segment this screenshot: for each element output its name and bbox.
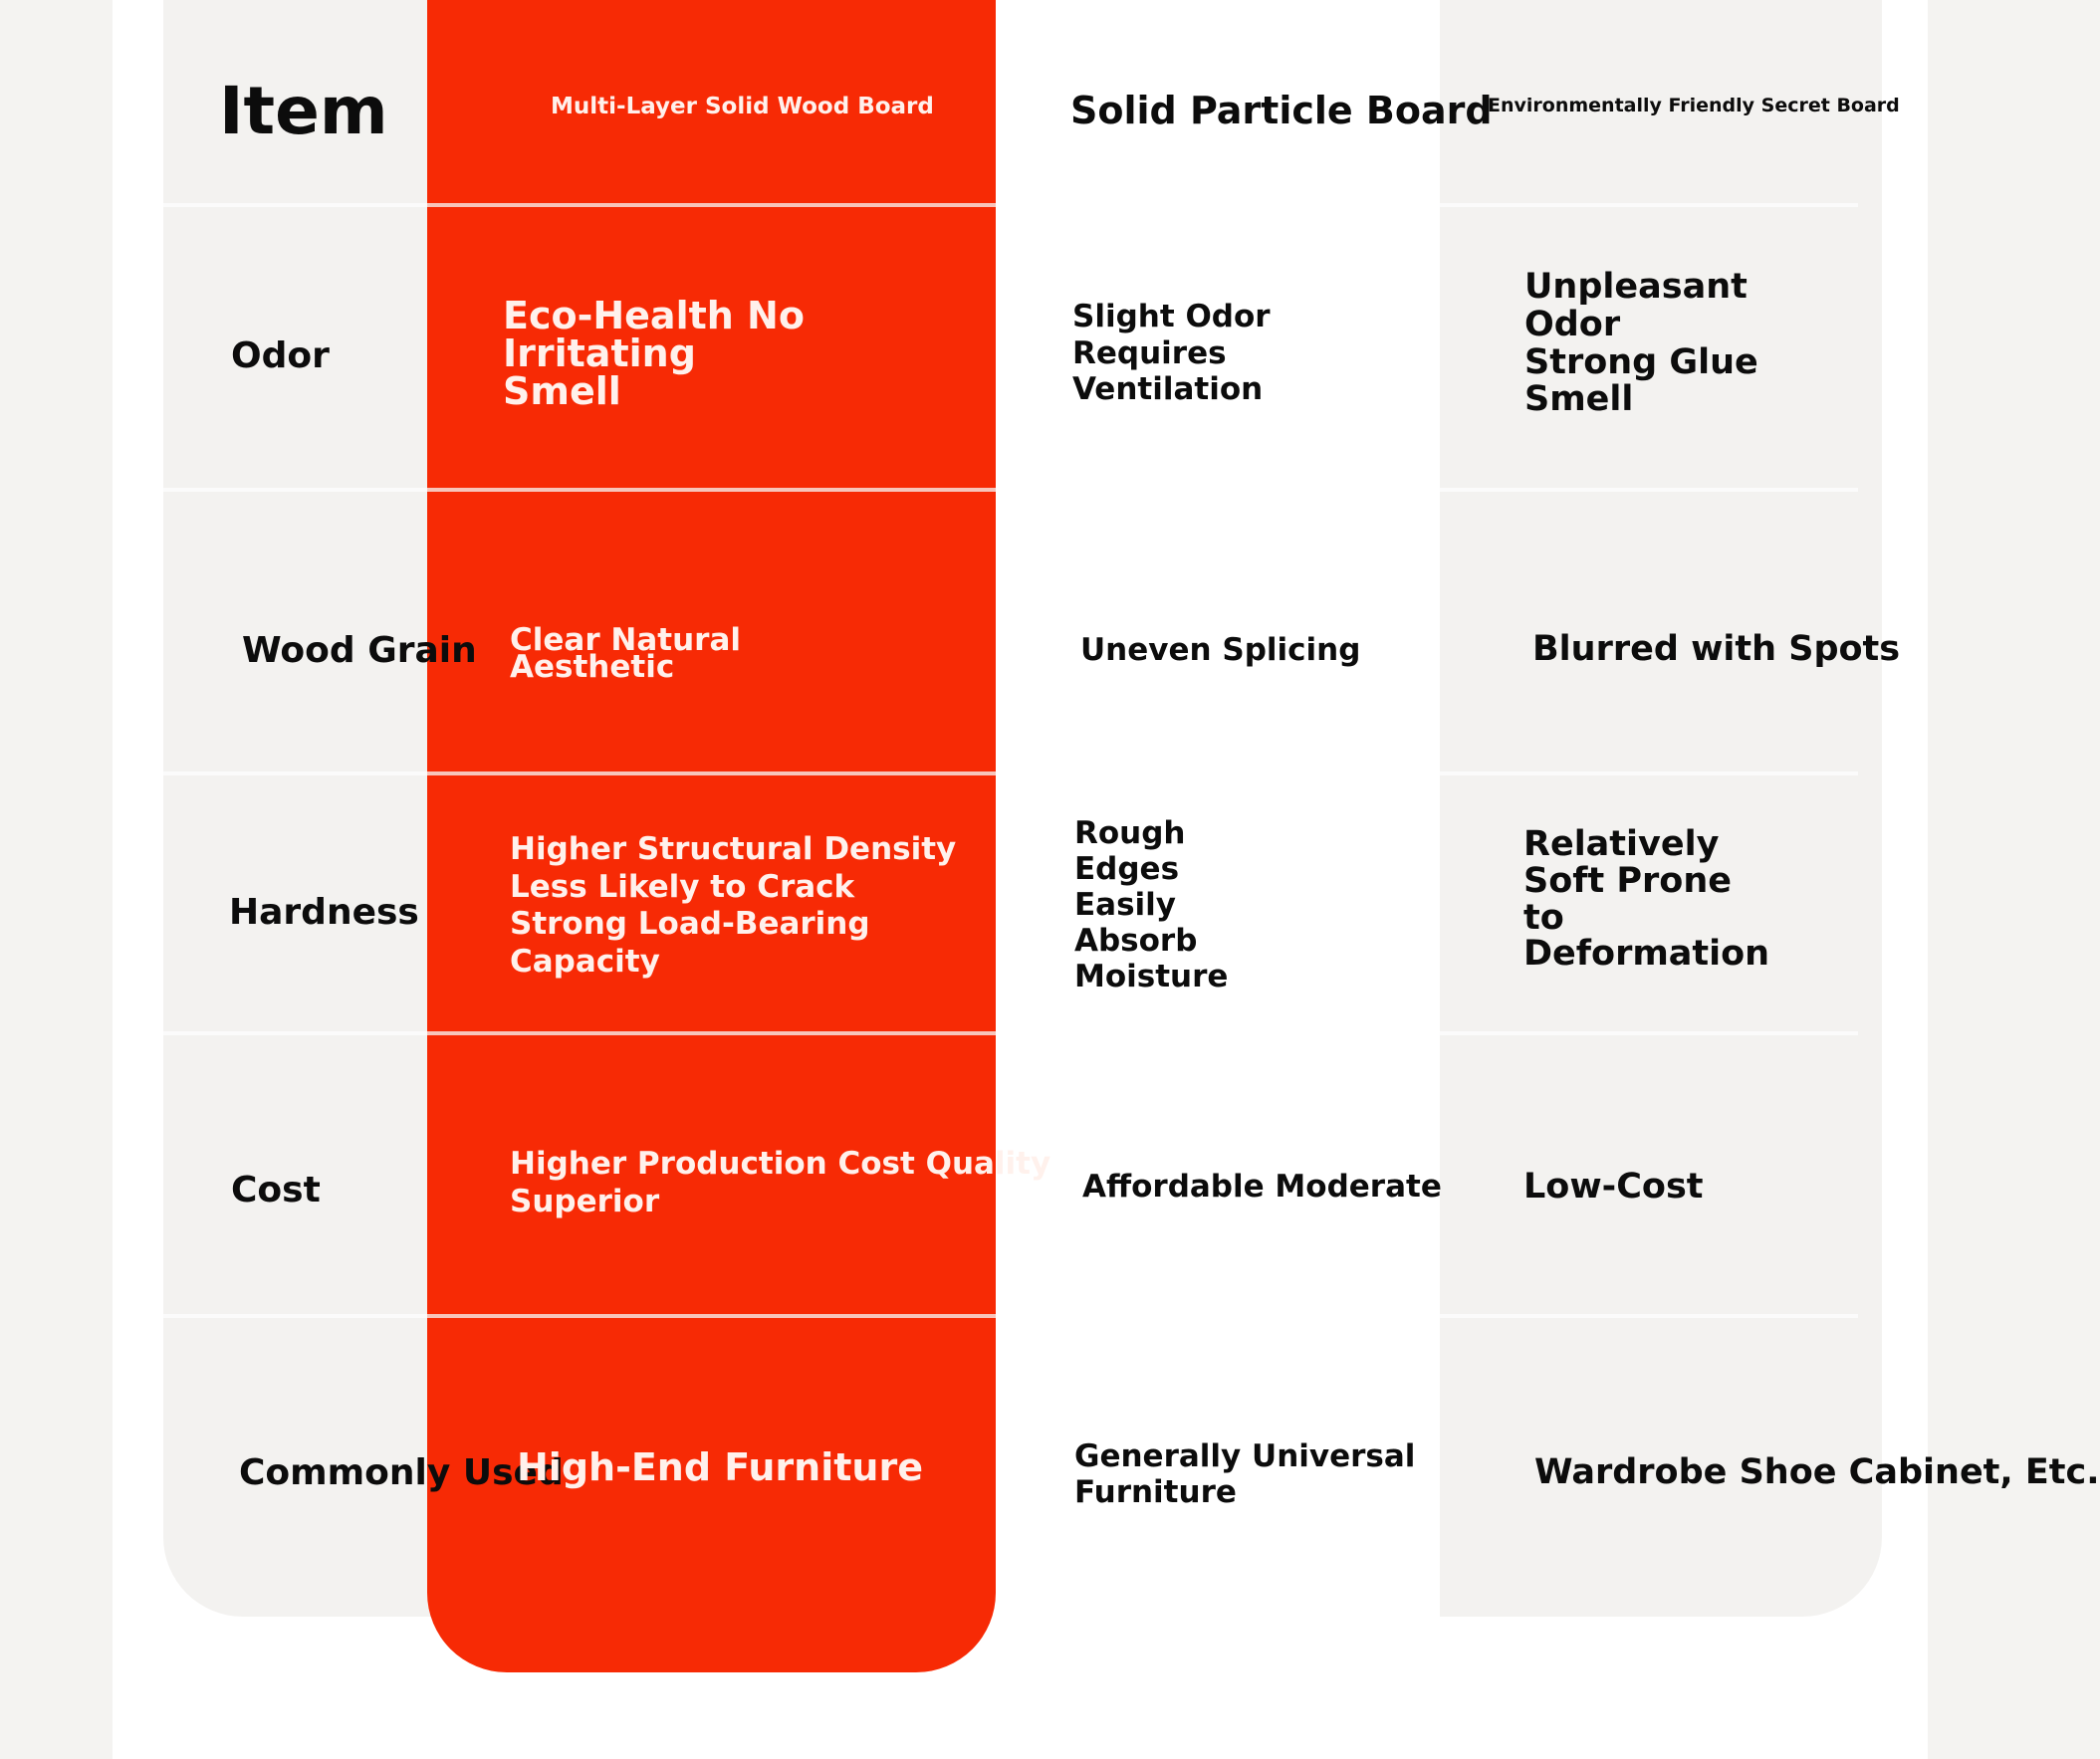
secret-board-column-panel: [1440, 0, 1882, 1617]
cell-line: Furniture: [1074, 1473, 1237, 1510]
cell-line: Blurred with Spots: [1532, 629, 1901, 669]
row-divider: [427, 203, 996, 207]
header-item: Item: [219, 73, 388, 149]
cell-line: Clear Natural: [510, 622, 741, 658]
cell-line: Irritating: [503, 331, 696, 375]
row-divider: [427, 1314, 996, 1318]
cell-line: Higher Structural Density: [510, 831, 957, 867]
row-divider: [1440, 488, 1858, 492]
cell-line: Relatively: [1523, 824, 1720, 864]
cost-multilayer-cell: [510, 1146, 1050, 1221]
cell-line: Odor: [1524, 304, 1621, 344]
cell-line: High-End Furniture: [517, 1445, 923, 1489]
cell-line: Eco-Health No: [503, 294, 805, 337]
hardness-secret-cell: [1523, 826, 1769, 973]
cell-line: Wardrobe Shoe Cabinet, Etc.: [1534, 1452, 2100, 1492]
wood-grain-particle-cell: [1080, 632, 1361, 668]
header-secret-board: Environmentally Friendly Secret Board: [1488, 95, 1900, 116]
cell-line: Affordable Moderate: [1082, 1169, 1442, 1205]
row-divider: [163, 771, 427, 775]
odor-particle-cell: [1072, 299, 1271, 408]
row-divider: [427, 1031, 996, 1035]
row-divider: [163, 1314, 427, 1318]
row-label-wood-grain: Wood Grain: [242, 630, 477, 671]
row-divider: [1440, 1314, 1858, 1318]
row-divider: [163, 1031, 427, 1035]
cell-line: Easily: [1074, 886, 1177, 923]
cost-particle-cell: [1082, 1169, 1442, 1205]
row-divider: [163, 203, 427, 207]
hardness-multilayer-cell: [510, 831, 956, 981]
header-multilayer-board: Multi-Layer Solid Wood Board: [551, 94, 934, 119]
wood-grain-multilayer-cell: [510, 622, 741, 686]
cell-line: Superior: [510, 1183, 660, 1219]
cell-line: Generally Universal: [1074, 1438, 1416, 1474]
cell-line: Aesthetic: [510, 649, 675, 686]
cell-line: Higher Production Cost Quality: [510, 1146, 1051, 1182]
cell-line: Edges: [1074, 850, 1180, 887]
row-label-hardness: Hardness: [229, 892, 419, 933]
cell-line: Unpleasant: [1524, 267, 1748, 307]
row-label-cost: Cost: [231, 1170, 321, 1210]
cell-line: Strong Load-Bearing: [510, 906, 870, 942]
cell-line: Strong Glue: [1524, 341, 1758, 382]
cell-line: Smell: [1524, 379, 1634, 420]
cell-line: Absorb: [1074, 922, 1198, 959]
row-divider: [1440, 771, 1858, 775]
header-particle-board: Solid Particle Board: [1070, 89, 1493, 132]
cell-line: Ventilation: [1072, 371, 1264, 408]
wood-grain-secret-cell: [1532, 629, 1901, 669]
cell-line: Uneven Splicing: [1080, 632, 1361, 668]
cost-secret-cell: [1523, 1167, 1704, 1207]
odor-secret-cell: [1524, 269, 1758, 419]
row-divider: [1440, 1031, 1858, 1035]
row-label-odor: Odor: [231, 335, 330, 376]
cell-line: Moisture: [1074, 958, 1229, 994]
cell-line: Less Likely to Crack: [510, 868, 855, 905]
cell-line: Smell: [503, 369, 621, 413]
cell-line: Low-Cost: [1523, 1167, 1704, 1207]
row-divider: [427, 771, 996, 775]
cell-line: Deformation: [1523, 934, 1770, 975]
row-divider: [1440, 203, 1858, 207]
commonly-used-secret-cell: [1534, 1452, 2100, 1492]
cell-line: Soft Prone: [1523, 860, 1733, 901]
odor-multilayer-cell: [503, 294, 805, 413]
cell-line: Capacity: [510, 943, 660, 980]
row-divider: [163, 488, 427, 492]
hardness-particle-cell: [1074, 816, 1228, 995]
row-label-commonly-used: Commonly Used: [239, 1452, 564, 1493]
cell-line: Rough: [1074, 815, 1186, 851]
cell-line: Requires: [1072, 334, 1227, 371]
item-column-panel: [163, 0, 448, 1617]
commonly-used-multilayer-cell: [517, 1445, 923, 1489]
row-divider: [427, 488, 996, 492]
commonly-used-particle-cell: [1074, 1439, 1415, 1511]
cell-line: Slight Odor: [1072, 299, 1271, 334]
cell-line: to: [1523, 897, 1564, 938]
